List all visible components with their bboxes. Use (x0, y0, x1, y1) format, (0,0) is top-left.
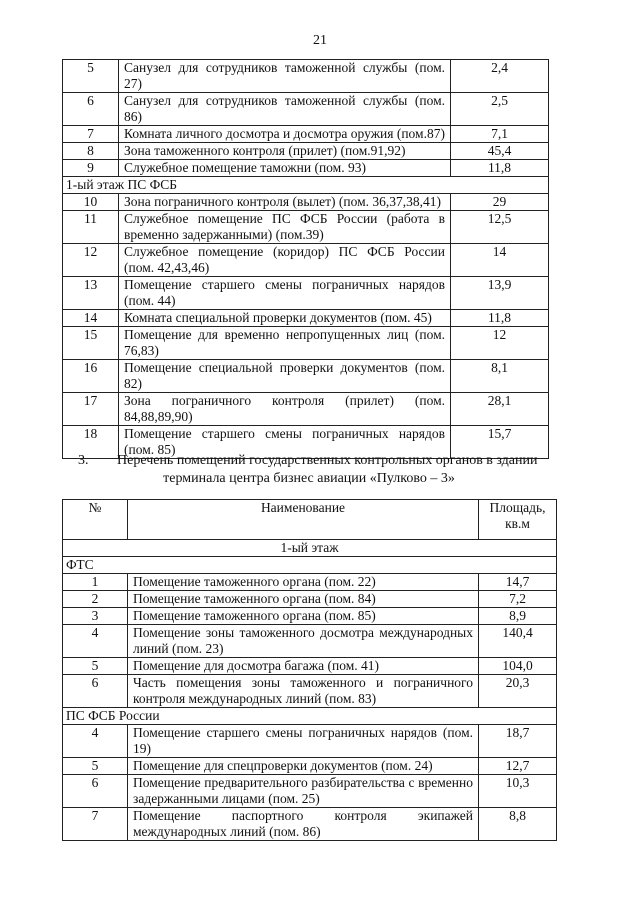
header-row (63, 500, 557, 540)
table-row (63, 277, 549, 310)
row-name: Санузел для сотрудников таможенной службы (пом. 27) (119, 60, 451, 93)
table-row (63, 360, 549, 393)
table-row (63, 60, 549, 93)
table-row (63, 93, 549, 126)
group-label: ПС ФСБ России (63, 708, 557, 725)
table-row (63, 758, 557, 775)
table-row (63, 658, 557, 675)
row-number: 4 (63, 625, 128, 658)
row-name: Служебное помещение ПС ФСБ России (работа в временно задержанными) (пом.39) (119, 211, 451, 244)
row-area: 7,2 (479, 591, 557, 608)
row-area: 28,1 (451, 393, 549, 426)
row-area: 8,8 (479, 808, 557, 841)
table-row (63, 126, 549, 143)
row-area: 12 (451, 327, 549, 360)
row-number: 14 (63, 310, 119, 327)
table-row (63, 675, 557, 708)
row-name: Зона таможенного контроля (прилет) (пом.91,92) (119, 143, 451, 160)
row-name: Помещение предварительного разбирательства с временно задержанными лицами (пом. 25) (128, 775, 479, 808)
floor-row (63, 540, 557, 557)
row-number: 18 (63, 426, 119, 459)
table-row (63, 725, 557, 758)
row-name: Санузел для сотрудников таможенной службы (пом. 86) (119, 93, 451, 126)
premises-table-2 (62, 499, 557, 841)
page-number: 21 (313, 33, 327, 48)
row-number: 5 (63, 758, 128, 775)
row-name: Помещение для досмотра багажа (пом. 41) (128, 658, 479, 675)
table-row (63, 625, 557, 658)
row-area: 11,8 (451, 160, 549, 177)
row-number: 16 (63, 360, 119, 393)
row-area: 14,7 (479, 574, 557, 591)
row-name: Зона пограничного контроля (вылет) (пом. 36,37,38,41) (119, 194, 451, 211)
row-number: 3 (63, 608, 128, 625)
section-number: 3. (78, 453, 89, 468)
row-number: 6 (63, 775, 128, 808)
row-name: Помещение старшего смены пограничных нарядов (пом. 19) (128, 725, 479, 758)
row-name: Помещение для спецпроверки документов (пом. 24) (128, 758, 479, 775)
table-row (63, 327, 549, 360)
table-row (63, 194, 549, 211)
row-number: 11 (63, 211, 119, 244)
row-number: 4 (63, 725, 128, 758)
row-area: 8,1 (451, 360, 549, 393)
premises-table-1 (62, 59, 549, 459)
table-row (63, 574, 557, 591)
row-number: 2 (63, 591, 128, 608)
row-number: 15 (63, 327, 119, 360)
row-area: 13,9 (451, 277, 549, 310)
row-number: 7 (63, 808, 128, 841)
row-name: Комната специальной проверки документов (пом. 45) (119, 310, 451, 327)
row-area: 104,0 (479, 658, 557, 675)
table1-section (63, 177, 549, 194)
row-area: 12,5 (451, 211, 549, 244)
table-row (63, 160, 549, 177)
floor-label: 1-ый этаж (63, 540, 557, 557)
row-area: 8,9 (479, 608, 557, 625)
table-row (63, 143, 549, 160)
row-number: 5 (63, 658, 128, 675)
row-name: Помещение зоны таможенного досмотра международных линий (пом. 23) (128, 625, 479, 658)
row-area: 2,4 (451, 60, 549, 93)
row-name: Зона пограничного контроля (прилет) (пом. 84,88,89,90) (119, 393, 451, 426)
row-name: Помещение старшего смены пограничных нарядов (пом. 85) (119, 426, 451, 459)
table-row (63, 211, 549, 244)
row-number: 9 (63, 160, 119, 177)
row-number: 6 (63, 93, 119, 126)
row-number: 5 (63, 60, 119, 93)
header-area: Площадь, кв.м (479, 500, 557, 540)
row-name: Часть помещения зоны таможенного и пограничного контроля международных линий (пом. 83) (128, 675, 479, 708)
row-area: 20,3 (479, 675, 557, 708)
table-row (63, 808, 557, 841)
row-area: 10,3 (479, 775, 557, 808)
row-area: 15,7 (451, 426, 549, 459)
header-num: № (63, 500, 128, 540)
row-name: Служебное помещение (коридор) ПС ФСБ России (пом. 42,43,46) (119, 244, 451, 277)
table-row (63, 775, 557, 808)
table-row (63, 310, 549, 327)
section-title-line1: Перечень помещений государственных контрольных органов в здании (117, 453, 538, 468)
row-area: 2,5 (451, 93, 549, 126)
group-row (63, 708, 557, 725)
row-name: Помещение паспортного контроля экипажей международных линий (пом. 86) (128, 808, 479, 841)
table-row (63, 393, 549, 426)
row-name: Помещение таможенного органа (пом. 22) (128, 574, 479, 591)
table2-group2-body (63, 725, 557, 841)
row-number: 10 (63, 194, 119, 211)
row-name: Комната личного досмотра и досмотра оружия (пом.87) (119, 126, 451, 143)
header-name: Наименование (128, 500, 479, 540)
row-area: 7,1 (451, 126, 549, 143)
row-area: 11,8 (451, 310, 549, 327)
section-title-line2: терминала центра бизнес авиации «Пулково – 3» (163, 471, 455, 486)
row-name: Помещение таможенного органа (пом. 84) (128, 591, 479, 608)
row-name: Помещение таможенного органа (пом. 85) (128, 608, 479, 625)
row-number: 7 (63, 126, 119, 143)
row-name: Помещение специальной проверки документов (пом. 82) (119, 360, 451, 393)
row-number: 1 (63, 574, 128, 591)
row-area: 29 (451, 194, 549, 211)
group-label: ФТС (63, 557, 557, 574)
row-area: 14 (451, 244, 549, 277)
row-area: 12,7 (479, 758, 557, 775)
section-row: 1-ый этаж ПС ФСБ (63, 177, 549, 194)
row-area: 140,4 (479, 625, 557, 658)
table-row (63, 244, 549, 277)
row-name: Служебное помещение таможни (пом. 93) (119, 160, 451, 177)
row-number: 13 (63, 277, 119, 310)
row-number: 12 (63, 244, 119, 277)
table1-body-bottom (63, 194, 549, 459)
table2-group1-body (63, 574, 557, 708)
row-number: 17 (63, 393, 119, 426)
row-name: Помещение старшего смены пограничных нарядов (пом. 44) (119, 277, 451, 310)
row-area: 18,7 (479, 725, 557, 758)
row-number: 8 (63, 143, 119, 160)
group-row (63, 557, 557, 574)
table-row (63, 591, 557, 608)
row-area: 45,4 (451, 143, 549, 160)
table1-body-top (63, 60, 549, 177)
row-name: Помещение для временно непропущенных лиц (пом. 76,83) (119, 327, 451, 360)
table-row (63, 608, 557, 625)
row-number: 6 (63, 675, 128, 708)
